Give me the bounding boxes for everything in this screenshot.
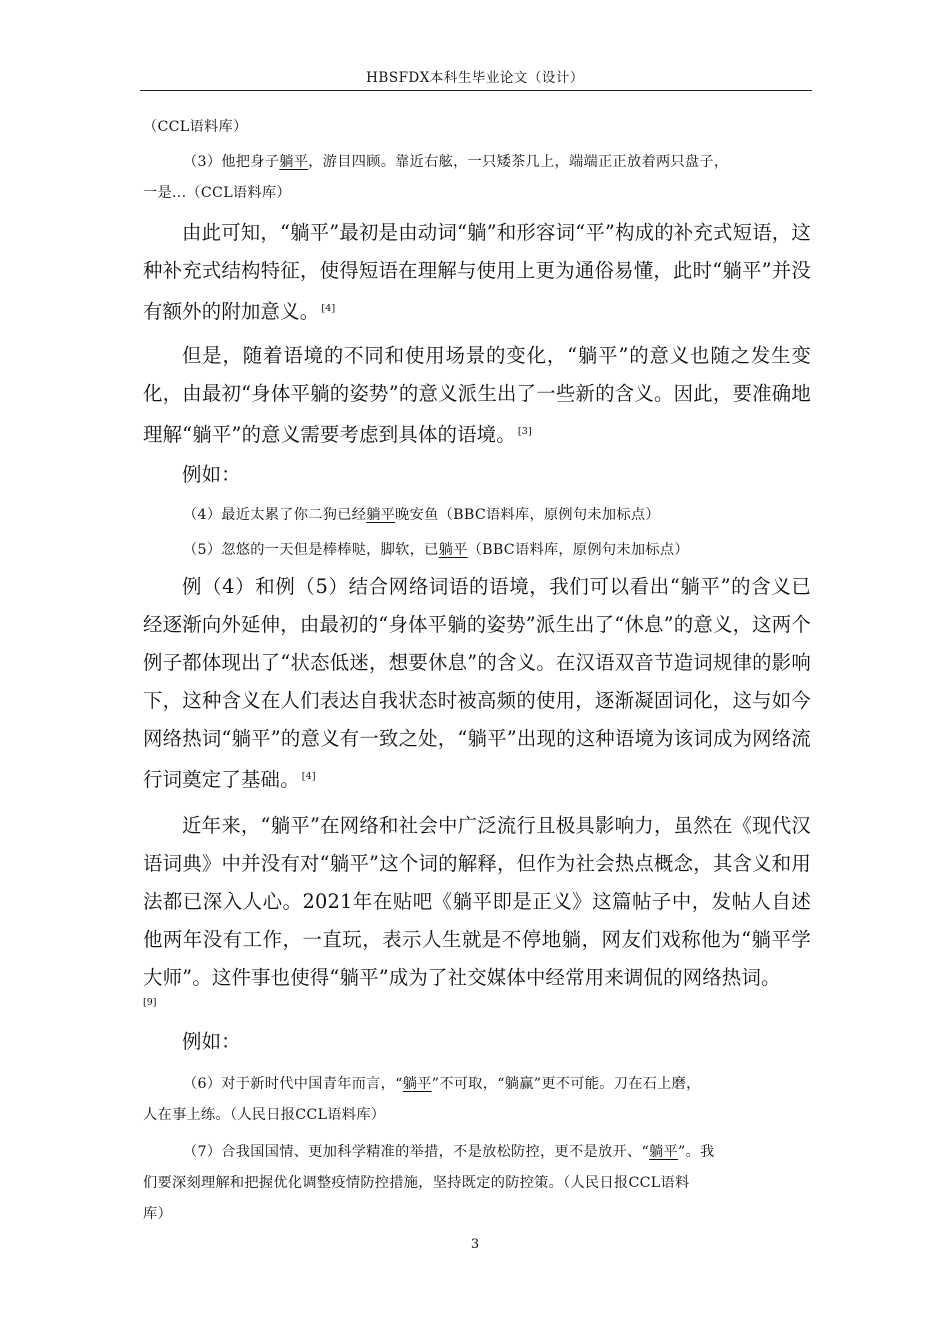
example-text: （7）合我国国情、更加科学精准的举措，不是放松防控，更不是放开、“ (183, 1144, 649, 1160)
example-intro-2: 例如： (182, 1030, 241, 1053)
example-6-continued: 人在事上练。（人民日报CCL语料库） (143, 1107, 386, 1123)
keyword-underlined: 躺平 (438, 542, 468, 558)
page-body (143, 112, 811, 1230)
citation-ref: [4] (321, 303, 336, 314)
paragraph-text: 但是，随着语境的不同和使用场景的变化，“躺平”的意义也随之发生变化，由最初“身体平躺的姿势”的意义派生出了一些新的含义。因此，要准确地理解“躺平”的意义需要考虑到具体的语境。 (143, 344, 811, 446)
example-text: （6）对于新时代中国青年而言，“ (183, 1076, 403, 1092)
paragraph-3 (143, 568, 811, 799)
citation-ref: [3] (517, 426, 532, 437)
citation-ref: [9] (143, 997, 157, 1008)
example-text: （3）他把身子 (183, 154, 280, 170)
example-text: （4）最近太累了你二狗已经 (183, 507, 367, 523)
keyword-underlined: 躺平 (649, 1144, 678, 1160)
example-text: （BBC语料库，原例句未加标点） (467, 542, 689, 558)
example-3 (143, 147, 811, 178)
example-source-line: （CCL语料库） (143, 119, 248, 135)
example-intro-1: 例如： (182, 463, 241, 486)
example-7-continued: 们要深刻理解和把握优化调整疫情防控措施，坚持既定的防控策。（人民日报CCL语料 (143, 1175, 690, 1191)
citation-ref: [4] (301, 771, 316, 782)
paragraph-2 (143, 337, 811, 454)
header-rule (140, 90, 812, 91)
example-text: 晚安鱼（BBC语料库，原例句未加标点） (395, 507, 660, 523)
example-text: ”不可取，“躺赢”更不可能。刀在石上磨， (431, 1076, 701, 1092)
keyword-underlined: 躺平 (279, 154, 309, 170)
paragraph-text: 近年来，“躺平”在网络和社会中广泛流行且极具影响力，虽然在《现代汉语词典》中并没有对“躺平”这个词的解释，但作为社会热点概念，其含义和用法都已深入人心。2021年在贴吧《躺平即是正义》这篇帖子中，发帖人自述他两年没有工作，一直玩，表示人生就是不停地躺，网友们戏称他为“躺平学大师”。这件事也使得“躺平”成为了社交媒体中经常用来调侃的网络热词。 (143, 814, 811, 989)
paragraph-1 (143, 214, 811, 331)
example-text: ，游目四顾。靠近右舷，一只矮茶几上，端端正正放着两只盘子， (308, 154, 729, 170)
keyword-underlined: 躺平 (402, 1076, 432, 1092)
example-5 (143, 535, 811, 566)
paragraph-4 (143, 807, 811, 997)
example-7 (143, 1137, 811, 1168)
page-number: 3 (470, 1237, 480, 1252)
paragraph-text: 由此可知，“躺平”最初是由动词“躺”和形容词“平”构成的补充式短语，这种补充式结构特征，使得短语在理解与使用上更为通俗易懂，此时“躺平”并没有额外的附加意义。 (143, 221, 811, 323)
example-4 (143, 500, 811, 531)
paragraph-text: 例（4）和例（5）结合网络词语的语境，我们可以看出“躺平”的含义已经逐渐向外延伸，由最初的“身体平躺的姿势”派生出了“休息”的意义，这两个例子都体现出了“状态低迷，想要休息”的含义。在汉语双音节造词规律的影响下，这种含义在人们表达自我状态时被高频的使用，逐渐凝固词化，这与如今网络热词“躺平”的意义有一致之处，“躺平”出现的这种语境为该词成为网络流行词奠定了基础。 (143, 575, 811, 791)
keyword-underlined: 躺平 (366, 507, 396, 523)
example-text: ”。我 (677, 1144, 715, 1160)
example-6 (143, 1069, 811, 1100)
example-text: （5）忽悠的一天但是棒棒哒，脚软，已 (183, 542, 439, 558)
example-7-continued-2: 库） (143, 1206, 172, 1222)
running-header: HBSFDX本科生毕业论文（设计） (366, 70, 584, 86)
example-3-continued: 一是...（CCL语料库） (143, 185, 291, 201)
